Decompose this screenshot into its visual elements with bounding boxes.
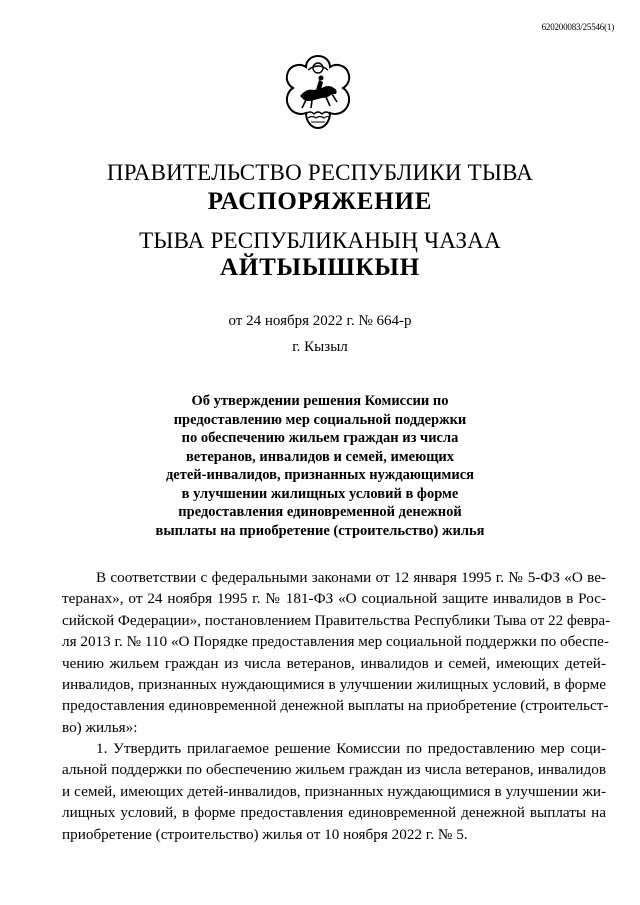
emblem-of-tuva-icon: [278, 50, 358, 140]
item-1-paragraph: [62, 738, 606, 845]
paragraph-line: чению жильем граждан из числа ветеранов, инвалидов и семей, имеющих детей-: [62, 654, 606, 672]
document-code: 620200083/25546(1): [541, 22, 614, 32]
paragraph-line: предоставления единовременной денежной выплаты на приобретение (строительст-: [62, 697, 609, 715]
paragraph-line: В соответствии с федеральными законами от 12 января 1995 г. № 5-ФЗ «О ве-: [96, 569, 606, 586]
paragraph-line: ля 2013 г. № 110 «О Порядке предоставления мер социальной поддержки по обеспе-: [62, 633, 609, 651]
preamble-paragraph: [62, 567, 611, 738]
heading-line: Об утверждении решения Комиссии по: [191, 393, 449, 409]
document-type-tyv: АЙТЫЫШКЫН: [219, 254, 421, 281]
paragraph-line: и семей, имеющих детей-инвалидов, признанных нуждающимися в улучшении жи-: [62, 782, 606, 800]
heading-line: детей-инвалидов, признанных нуждающимися: [165, 467, 475, 483]
paragraph-line: 1. Утвердить прилагаемое решение Комиссии по предоставлению мер соци-: [96, 740, 606, 757]
heading-line: по обеспечению жильем граждан из числа: [181, 430, 459, 446]
paragraph-line: сийской Федерации», постановлением Правительства Республики Тыва от 22 февра-: [62, 611, 611, 629]
paragraph-line: лищных условий, в форме предоставления единовременной денежной выплаты на: [62, 804, 606, 822]
paragraph-line: приобретение (строительство) жилья от 10 ноября 2022 г. № 5.: [62, 825, 468, 843]
heading-line: ветеранов, инвалидов и семей, имеющих: [185, 448, 455, 465]
paragraph-line: альной поддержки по обеспечению жильем граждан из числа ветеранов, инвалидов: [62, 761, 606, 779]
document-type-ru: РАСПОРЯЖЕНИЕ: [207, 188, 433, 215]
document-place: г. Кызыл: [292, 339, 348, 355]
heading-line: предоставлению мер социальной поддержки: [173, 411, 467, 428]
document-date-number: от 24 ноября 2022 г. № 664-р: [228, 313, 412, 329]
heading-line: в улучшении жилищных условий в форме: [181, 485, 459, 502]
paragraph-line: теранах», от 24 ноября 1995 г. № 181-ФЗ «О социальной защите инвалидов в Рос-: [62, 590, 606, 608]
government-title-tyv: ТЫВА РЕСПУБЛИКАНЫҢ ЧАЗАА: [139, 228, 501, 253]
paragraph-line: инвалидов, признанных нуждающимися в улучшении жилищных условий, в форме: [62, 676, 606, 694]
heading-line: предоставления единовременной денежной: [178, 504, 462, 520]
government-title-ru: ПРАВИТЕЛЬСТВО РЕСПУБЛИКИ ТЫВА: [106, 160, 534, 185]
heading-line: выплаты на приобретение (строительство) жилья: [155, 522, 485, 539]
paragraph-line: во) жилья»:: [62, 718, 138, 736]
document-heading: [120, 392, 520, 540]
